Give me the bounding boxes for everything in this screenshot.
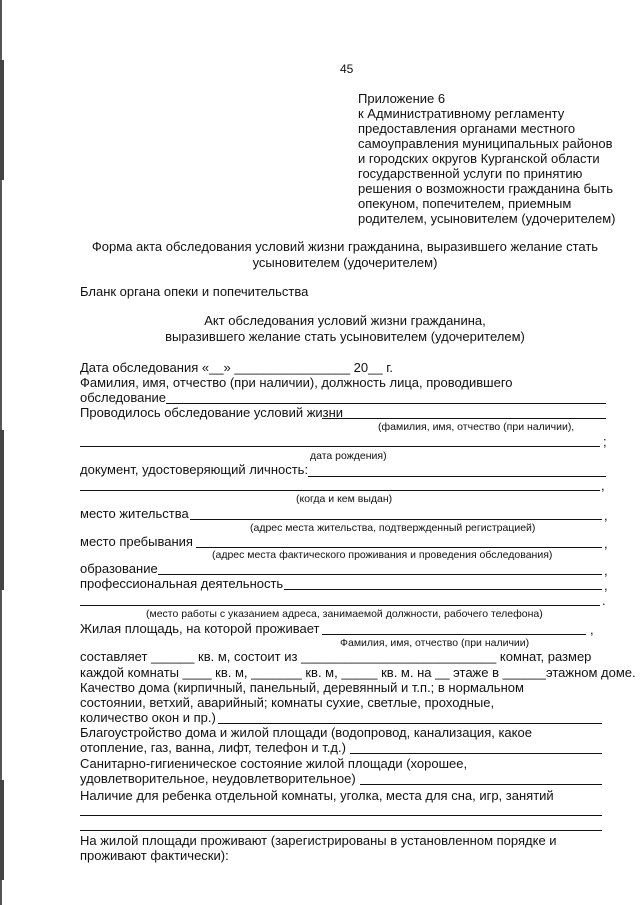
appendix-line: предоставления органами местного xyxy=(358,121,576,136)
house-quality-input-line[interactable] xyxy=(218,723,602,724)
profession-input-line[interactable] xyxy=(284,589,602,590)
subject-name-caption: (фамилия, имя, отчество (при наличии), xyxy=(378,421,575,433)
amenities-input-line[interactable] xyxy=(350,753,602,754)
form-title-line-1: Форма акта обследования условий жизни гражданина, выразившего желание стать xyxy=(91,239,599,254)
scan-edge-mark xyxy=(0,430,4,590)
id-document-input-line[interactable] xyxy=(308,476,606,477)
child-room-label: Наличие для ребенка отдельной комнаты, уголка, места для сна, игр, занятий xyxy=(80,788,554,803)
appendix-line: к Административному регламенту xyxy=(358,106,565,121)
house-quality-label-cont: количество окон и пр.) xyxy=(80,710,216,725)
residents-label-cont: проживают фактически): xyxy=(80,848,229,863)
appendix-title: Приложение 6 xyxy=(358,91,446,106)
subject-name-input-line-2[interactable] xyxy=(80,446,600,447)
stay-input-line[interactable] xyxy=(196,547,602,548)
residence-caption: (адрес места жительства, подтвержденный регистрацией) xyxy=(250,522,536,534)
living-area-input-line[interactable] xyxy=(322,634,586,635)
scan-edge-mark xyxy=(0,780,4,880)
subject-name-input-line[interactable] xyxy=(322,418,606,419)
profession-label: профессиональная деятельность xyxy=(80,576,284,591)
work-caption: (место работы с указанием адреса, занимаемой должности, рабочего телефона) xyxy=(146,608,543,620)
appendix-line: государственной услуги по принятию xyxy=(358,166,583,181)
comma: , xyxy=(604,536,608,551)
stay-label: место пребывания xyxy=(80,534,193,549)
living-area-label: Жилая площадь, на которой проживает xyxy=(80,621,320,636)
house-quality-label-cont: состоянии, ветхий, аварийный; комнаты сухие, светлые, проходные, xyxy=(80,695,495,710)
inspector-label-cont: обследование xyxy=(80,390,167,405)
area-size-field[interactable]: составляет ______ кв. м, состоит из ___________________________ комнат, размер xyxy=(80,649,592,664)
amenities-label-cont: отопление, газ, ванна, лифт, телефон и т.д.) xyxy=(80,740,346,755)
comma: , xyxy=(590,622,594,637)
blank-label: Бланк органа опеки и попечительства xyxy=(80,284,309,299)
child-room-input-line[interactable] xyxy=(80,815,602,816)
comma: , xyxy=(604,578,608,593)
appendix-line: и городских округов Курганской области xyxy=(358,151,600,166)
profession-input-line-2[interactable] xyxy=(80,605,600,606)
living-area-caption: Фамилия, имя, отчество (при наличии) xyxy=(340,637,530,649)
comma: , xyxy=(601,478,605,493)
id-document-input-line-2[interactable] xyxy=(80,490,600,491)
appendix-line: решения о возможности гражданина быть xyxy=(358,181,614,196)
id-document-label: документ, удостоверяющий личность: xyxy=(80,462,309,477)
house-quality-label: Качество дома (кирпичный, панельный, деревянный и т.п.; в нормальном xyxy=(80,680,524,695)
id-document-caption: (когда и кем выдан) xyxy=(296,493,393,505)
page-number: 45 xyxy=(340,62,354,76)
stay-caption: (адрес места фактического проживания и проведения обследования) xyxy=(212,549,553,561)
residence-label: место жительства xyxy=(80,506,189,521)
appendix-line: опекуном, попечителем, приемным xyxy=(358,196,572,211)
amenities-label: Благоустройство дома и жилой площади (водопровод, канализация, какое xyxy=(80,725,532,740)
conducted-label: Проводилось обследование условий жизни xyxy=(80,405,344,420)
inspector-input-line[interactable] xyxy=(166,403,606,404)
residence-input-line[interactable] xyxy=(190,519,602,520)
appendix-line: самоуправления муниципальных районов xyxy=(358,136,613,151)
period: . xyxy=(602,593,606,608)
comma: , xyxy=(604,563,608,578)
scan-edge-mark xyxy=(0,60,4,180)
act-title-line-1: Акт обследования условий жизни гражданина, xyxy=(204,313,486,328)
comma: , xyxy=(604,508,608,523)
sanitary-input-line[interactable] xyxy=(360,784,602,785)
residents-label: На жилой площади проживают (зарегистрированы в установленном порядке и xyxy=(80,833,557,848)
sanitary-label-cont: удовлетворительное, неудовлетворительное) xyxy=(80,771,356,786)
inspector-label: Фамилия, имя, отчество (при наличии), должность лица, проводившего xyxy=(80,375,513,390)
education-input-line[interactable] xyxy=(158,574,602,575)
sanitary-label: Санитарно-гигиеническое состояние жилой площади (хорошее, xyxy=(80,756,468,771)
appendix-line: родителем, усыновителем (удочерителем) xyxy=(358,211,616,226)
education-label: образование xyxy=(80,561,158,576)
room-sizes-field[interactable]: каждой комнаты ____ кв. м, _______ кв. м, _____ кв. м. на __ этаже в ______этажном доме. xyxy=(80,665,636,680)
semicolon: ; xyxy=(603,434,607,449)
form-title-line-2: усыновителем (удочерителем) xyxy=(252,255,438,270)
child-room-input-line-2[interactable] xyxy=(80,830,602,831)
inspection-date-field[interactable]: Дата обследования «__» ________________ 20__ г. xyxy=(80,360,393,375)
birth-date-caption: дата рождения) xyxy=(310,450,387,462)
act-title-line-2: выразившего желание стать усыновителем (удочерителем) xyxy=(165,329,525,344)
